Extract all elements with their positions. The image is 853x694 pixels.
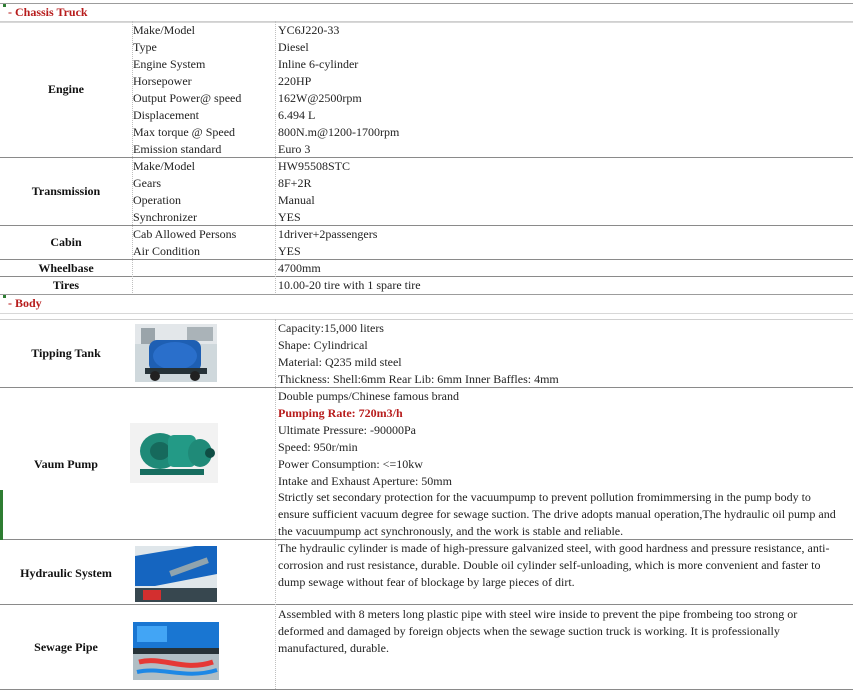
engine-value: 6.494 L: [278, 108, 316, 122]
divider: [0, 259, 853, 260]
vacuum-pump-description: Strictly set secondary protection for the vacuumpump to prevent pollution fromimmersing in the pump body to ensure sufficient vacuum degree for sewage suction. The drive adopts manual operation,The hydraulic oil pump and the vacuumpump act synchronously, and the work is stable and reliable.: [278, 490, 836, 538]
engine-key: Output Power@ speed: [133, 91, 242, 105]
engine-key: Horsepower: [133, 74, 192, 88]
engine-value: YC6J220-33: [278, 23, 340, 37]
divider: [0, 387, 853, 388]
transmission-key: Gears: [133, 176, 161, 190]
sewage-pipe-image: [133, 622, 219, 680]
left-accent-bar: [0, 490, 3, 540]
engine-value: 162W@2500rpm: [278, 91, 362, 105]
engine-key: Type: [133, 40, 157, 54]
section-header-body[interactable]: [0, 294, 853, 314]
engine-key: Engine System: [133, 57, 206, 71]
cabin-value: 1driver+2passengers: [278, 227, 378, 241]
engine-value: Diesel: [278, 40, 309, 54]
wheelbase-value: 4700mm: [278, 261, 321, 275]
hydraulic-label: Hydraulic System: [20, 566, 112, 580]
transmission-value: 8F+2R: [278, 176, 312, 190]
tipping-tank-label: Tipping Tank: [31, 346, 101, 360]
cabin-key: Air Condition: [133, 244, 201, 258]
section-marker: [3, 295, 6, 298]
wheelbase-label: Wheelbase: [38, 261, 94, 275]
vacuum-pump-line: Power Consumption: <=10kw: [278, 457, 423, 471]
vacuum-pump-label: Vaum Pump: [34, 457, 98, 471]
column-divider: [132, 21, 133, 293]
transmission-label: Transmission: [31, 184, 101, 198]
engine-key: Displacement: [133, 108, 199, 122]
engine-value: Euro 3: [278, 142, 311, 156]
divider: [0, 539, 853, 540]
engine-key: Make/Model: [133, 23, 195, 37]
divider: [0, 319, 853, 320]
transmission-value: Manual: [278, 193, 315, 207]
sewage-pipe-description: Assembled with 8 meters long plastic pipe with steel wire inside to prevent the pipe frombeing too strong or deformed and damaged by foreign objects when the sewage suction truck is working. It is professionally manufactured, durable.: [278, 607, 798, 655]
tipping-tank-image: [135, 324, 217, 382]
column-divider: [275, 21, 276, 293]
engine-key: Emission standard: [133, 142, 222, 156]
tipping-tank-line: Material: Q235 mild steel: [278, 355, 402, 369]
tipping-tank-line: Shape: Cylindrical: [278, 338, 368, 352]
transmission-value: HW95508STC: [278, 159, 350, 173]
engine-key: Max torque @ Speed: [133, 125, 236, 139]
section-title-body: - Body: [8, 296, 42, 310]
cabin-key: Cab Allowed Persons: [133, 227, 237, 241]
cabin-label: Cabin: [50, 235, 82, 249]
vacuum-pump-line: Ultimate Pressure: -90000Pa: [278, 423, 416, 437]
section-title-chassis: - Chassis Truck: [8, 5, 88, 19]
transmission-key: Operation: [133, 193, 181, 207]
tipping-tank-line: Capacity:15,000 liters: [278, 321, 384, 335]
vacuum-pump-image: [130, 423, 218, 483]
transmission-key: Synchronizer: [133, 210, 197, 224]
vacuum-pump-line: Double pumps/Chinese famous brand: [278, 389, 459, 403]
transmission-key: Make/Model: [133, 159, 195, 173]
engine-value: Inline 6-cylinder: [278, 57, 359, 71]
vacuum-pump-line: Speed: 950r/min: [278, 440, 358, 454]
divider: [0, 225, 853, 226]
divider: [0, 689, 853, 690]
divider: [0, 604, 853, 605]
tipping-tank-line: Thickness: Shell:6mm Rear Lib: 6mm Inner Baffles: 4mm: [278, 372, 559, 386]
divider: [0, 157, 853, 158]
section-header-chassis[interactable]: [0, 3, 853, 23]
tires-value: 10.00-20 tire with 1 spare tire: [278, 278, 421, 292]
column-divider: [275, 319, 276, 689]
pumping-rate: Pumping Rate: 720m3/h: [278, 406, 403, 420]
divider: [0, 276, 853, 277]
engine-label: Engine: [47, 82, 84, 96]
section-marker: [3, 4, 6, 7]
divider: [0, 21, 853, 22]
cabin-value: YES: [278, 244, 301, 258]
hydraulic-image: [135, 546, 217, 602]
tires-label: Tires: [52, 278, 80, 292]
engine-value: 220HP: [278, 74, 312, 88]
sewage-pipe-label: Sewage Pipe: [34, 640, 98, 654]
transmission-value: YES: [278, 210, 301, 224]
vacuum-pump-line: Intake and Exhaust Aperture: 50mm: [278, 474, 452, 488]
engine-value: 800N.m@1200-1700rpm: [278, 125, 400, 139]
hydraulic-description: The hydraulic cylinder is made of high-pressure galvanized steel, with good hardness and pressure resistance, anti-corrosion and rust resistance, durable. Double oil cylinder self-unloading, which is more convenient and faster to dump sewage without fear of blockage by large pieces of dirt.: [278, 541, 830, 589]
